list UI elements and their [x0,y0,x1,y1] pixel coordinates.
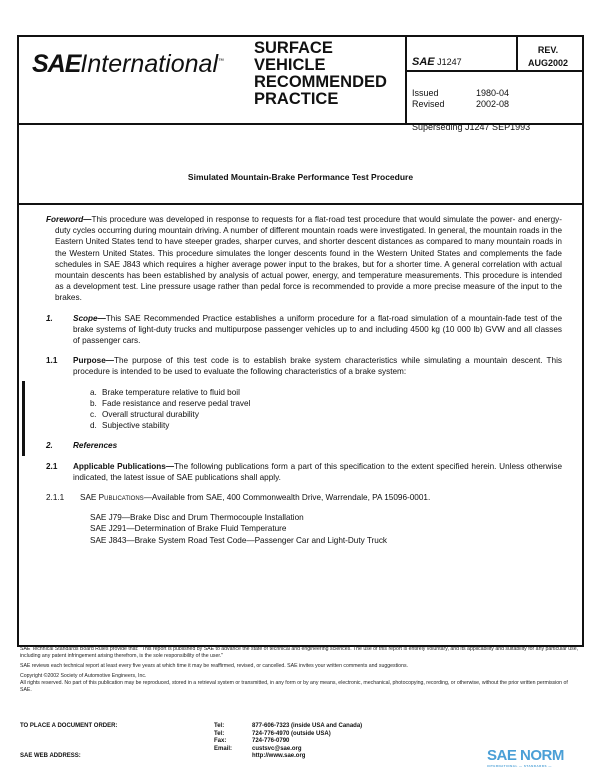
publications-text: The following publications form a part of this specification to the extent specified herein. Unless otherwise indicated, the latest issue of SAE publications shall apply. [73,461,562,482]
doc-number: J1247 [437,57,462,67]
purpose-text: The purpose of this test code is to establish brake system characteristics while simulating a mountain descent. This procedure is intended to be used to evaluate the following characteristics of a brake system: [73,356,562,377]
phone-link[interactable]: 877-606-7323 (inside USA and Canada) [252,723,363,729]
sae-publications-text: —Available from SAE, 400 Commonwealth Drive, Warrendale, PA 15096-0001. [143,493,431,503]
contact-label: Fax: [214,738,227,744]
logo-sae: SAE [32,50,81,78]
foreword-text: This procedure was developed in response to requests for a flat-road test procedure that would simulate the power- and energy-duty cycles occurring during mountain driving. A number of different mountain roads were investigated. In general, the mountain roads in the Eastern United States tend to have steeper grades, sharper curves, and shorter descent distances as compared to many mountain roads in the Western United States. This procedure simulates the longer descents found in the Western United States and complements the fade schedules in SAE J843 which requires a higher average power input to the brakes, but for a shorter time. A general correlation with actual mountain descents has been established by analysis of actual power, energy, and temperature measurements. This procedure is intended as a development test. Line pressure usage rather than pedal force is recommended to provide a more precise measure of the input to the brakes. [55,215,562,303]
rights-text: All rights reserved. No part of this publication may be reproduced, stored in a retrieval system or transmitted, in any form or by any means, electronic, mechanical, photocopying, recording, or otherwise, without the prior written permission of SAE. [20,680,568,693]
list-text: Subjective stability [102,421,170,431]
divider [405,70,582,72]
fax-number: 724-776-0790 [252,738,290,744]
publications-section [46,461,562,483]
reference-item: SAE J291—Determination of Brake Fluid Temperature [90,524,287,534]
issued-label: Issued [412,88,439,98]
list-letter: b. [90,398,97,408]
list-text: Fade resistance and reserve pedal travel [102,398,251,408]
watermark-text: SAE NORM [487,747,564,764]
copyright-text: Copyright ©2002 Society of Automotive Engineers, Inc. [20,673,147,679]
rev-label: REV. [537,45,559,55]
review-text: SAE reviews each technical report at least every five years at which time it may be reaffirmed, revised, or cancelled. SAE invites your written comments and suggestions. [20,663,408,669]
sae-publications-label: SAE Publications [80,493,144,503]
foreword [46,214,562,304]
list-letter: a. [90,387,97,397]
reference-list [90,512,562,546]
purpose-section [46,355,562,377]
order-labels [20,723,117,760]
web-label: SAE WEB ADDRESS: [20,752,81,759]
doc-type-line: RECOMMENDED [254,73,387,91]
revised-value: 2002-08 [476,99,510,109]
phone-link[interactable]: 724-776-4970 (outside USA) [252,730,331,737]
revision [516,44,580,70]
rev-value: AUG2002 [527,58,569,68]
divider [405,37,407,123]
watermark-subtext: INTERNATIONAL — STANDARDS — [487,764,552,768]
issue-dates [412,88,540,110]
document-body [46,214,562,546]
section-number: 2. [46,441,53,451]
document-title: Simulated Mountain-Brake Performance Test Procedure [187,172,414,182]
contact-label: Tel: [214,730,225,737]
list-item [90,409,562,420]
doc-type-line: PRACTICE [254,90,339,108]
document-number [412,56,462,68]
references-heading [46,440,562,451]
purpose-label: Purpose— [73,356,114,366]
scope-text: This SAE Recommended Practice establishes a uniform procedure for a flat-road simulation of a mountain-fade test of the brake systems of light-duty trucks and multipurpose passenger vehicles up to and including 4500 kg (10 000 lb) GVW and all classes of passenger cars. [73,313,562,346]
divider [19,203,582,205]
document-type [254,40,387,108]
references-label: References [73,441,118,451]
list-item [90,387,562,398]
section-number: 2.1.1 [46,493,65,503]
doc-type-line: VEHICLE [254,56,326,74]
reference-item: SAE J843—Brake System Road Test Code—Passenger Car and Light-Duty Truck [90,535,388,545]
doc-type-line: SURFACE [254,39,333,57]
list-letter: c. [90,410,97,420]
list-text: Overall structural durability [102,410,199,420]
section-number: 1.1 [46,356,58,366]
revised-label: Revised [412,99,445,109]
issued-value: 1980-04 [476,88,510,98]
section-number: 2.1 [46,461,58,471]
section-number: 1. [46,313,53,323]
sae-norm-watermark [487,747,564,768]
rules-text: SAE Technical Standards Board Rules provide that: "This report is published by SAE to advance the state of technical and engineering sciences. The use of this report is entirely voluntary, and its applicability and suitability for any particular use, including any patent infringement arising therefrom, is the sole responsibility of the user." [20,646,579,659]
list-item [90,398,562,409]
sae-mark: SAE [412,56,435,68]
scope-section [46,313,562,347]
foreword-label: Foreword— [46,215,92,224]
publications-label: Applicable Publications— [73,461,175,471]
scope-label: Scope— [73,313,106,323]
contact-label: Tel: [214,723,225,729]
legal-footer [20,646,580,697]
list-letter: d. [90,421,97,431]
order-label: TO PLACE A DOCUMENT ORDER: [20,723,118,729]
web-link[interactable]: http://www.sae.org [252,753,306,759]
list-text: Brake temperature relative to fluid boil [102,387,240,397]
superseding: Superseding J1247 SEP1993 [412,122,531,132]
contact-info [214,723,362,761]
reference-item: SAE J79—Brake Disc and Drum Thermocouple Installation [90,513,304,523]
logo-tm: ™ [218,58,225,65]
contact-label: Email: [214,745,233,752]
sae-international-logo [32,50,224,79]
characteristics-list [90,387,562,432]
sae-publications [46,492,562,503]
email-link[interactable]: custsvc@sae.org [252,745,302,752]
logo-international: International [80,50,219,78]
change-bar [22,381,25,456]
list-item [90,420,562,431]
